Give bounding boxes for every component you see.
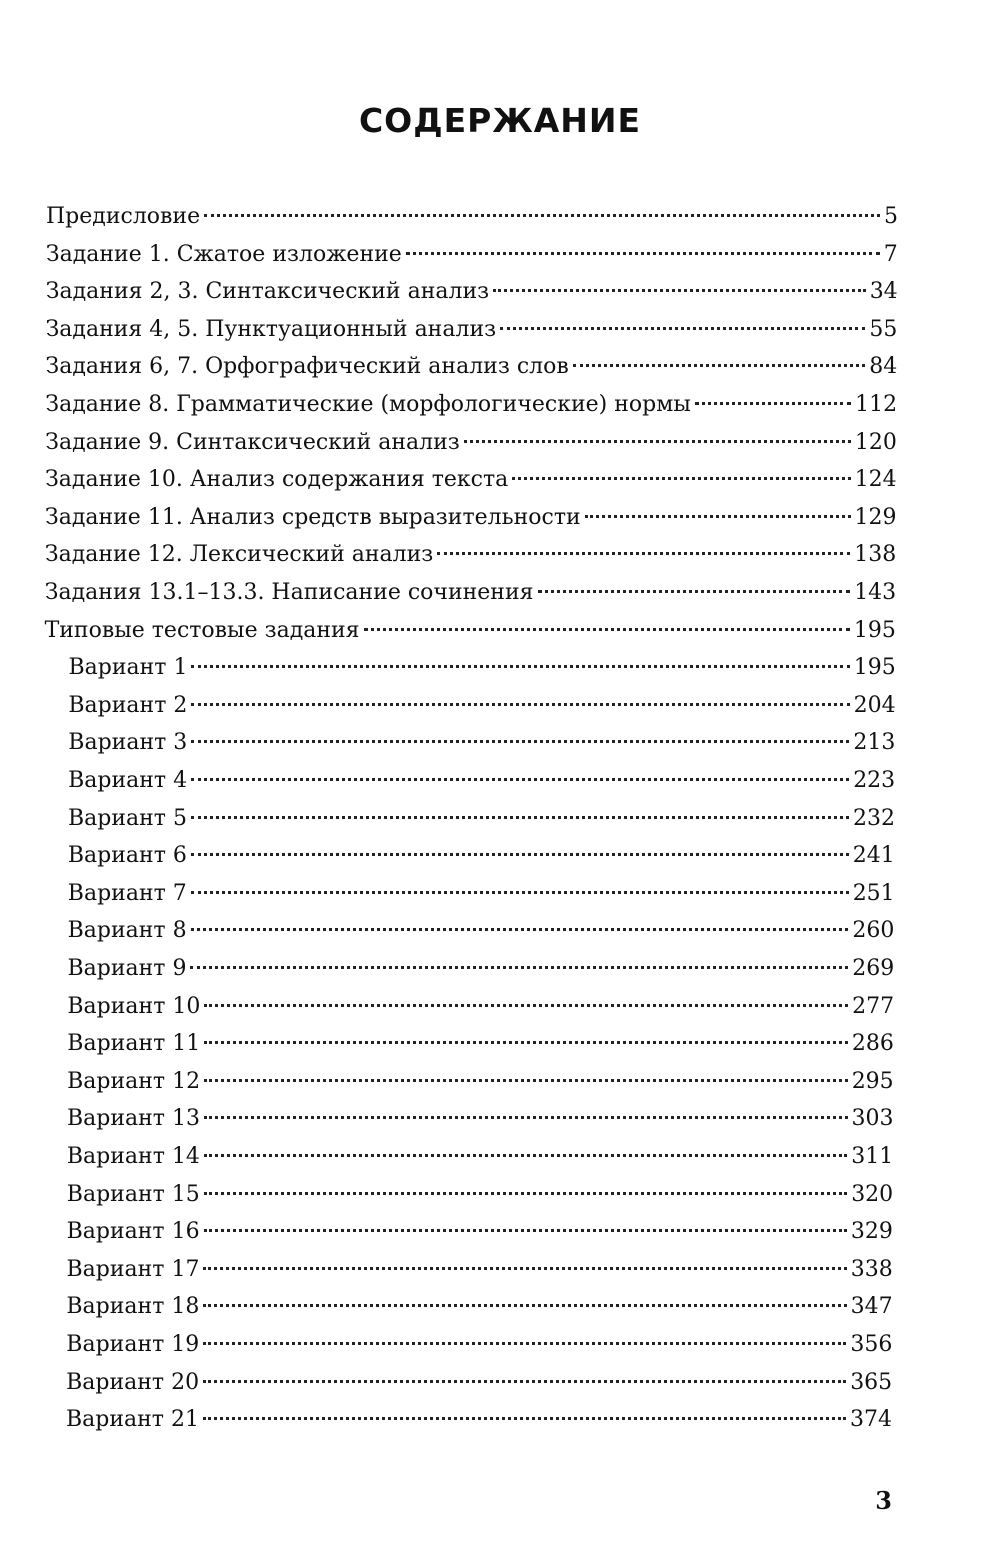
toc-entry: [45, 386, 897, 423]
toc-entry-label: Задание 10. Анализ содержания текста: [45, 467, 509, 493]
toc-dot-leader: [191, 740, 849, 743]
toc-entry-page: 320: [851, 1181, 894, 1207]
toc-entry: [67, 1213, 893, 1250]
toc-entry-page: 338: [850, 1256, 893, 1282]
toc-dot-leader: [191, 816, 849, 819]
toc-entry-label: Задания 6, 7. Орфографический анализ слов: [45, 354, 569, 380]
toc-entry-label: Задания 2, 3. Синтаксический анализ: [45, 279, 490, 305]
toc-dot-leader: [695, 402, 851, 405]
toc-entry: [67, 1251, 893, 1288]
toc-dot-leader: [191, 928, 849, 931]
toc-dot-leader: [204, 214, 880, 217]
toc-dot-leader: [191, 665, 849, 668]
toc-entry-page: 204: [853, 692, 896, 718]
toc-entry-label: Задание 9. Синтаксический анализ: [45, 429, 460, 455]
toc-entry-page: 195: [853, 655, 896, 681]
toc-dot-leader: [204, 1079, 848, 1082]
toc-entry-label: Вариант 8: [67, 918, 187, 944]
toc-entry-label: Задание 11. Анализ средств выразительности: [45, 504, 581, 530]
toc-entry: [45, 499, 897, 536]
toc-entry-page: 241: [852, 843, 895, 869]
toc-entry: [45, 461, 897, 498]
toc-dot-leader: [204, 1192, 847, 1195]
toc-dot-leader: [204, 1116, 848, 1119]
toc-entry: [46, 273, 898, 310]
toc-entry-page: 34: [869, 279, 898, 305]
toc-entry-page: 329: [850, 1219, 893, 1245]
toc-entry-page: 84: [869, 354, 898, 380]
toc-entry: [68, 950, 895, 987]
toc-dot-leader: [364, 628, 850, 631]
toc-entry-label: Вариант 20: [66, 1369, 200, 1395]
toc-entry-label: Вариант 16: [66, 1219, 200, 1245]
toc-dot-leader: [203, 1342, 846, 1345]
toc-dot-leader: [573, 364, 866, 367]
toc-entry-page: 365: [850, 1369, 893, 1395]
toc-entry-page: 251: [852, 880, 895, 906]
toc-entry-label: Вариант 4: [68, 768, 188, 793]
toc-entry-label: Вариант 15: [66, 1181, 200, 1207]
toc-dot-leader: [493, 289, 866, 292]
toc-entry-label: Задания 13.1–13.3. Написание сочинения: [44, 580, 534, 605]
toc-entry-page: 138: [854, 542, 897, 568]
toc-entry: [46, 236, 898, 273]
toc-dot-leader: [190, 966, 848, 969]
toc-dot-leader: [191, 778, 849, 781]
toc-entry: [67, 1138, 893, 1175]
toc-entry: [67, 1025, 894, 1062]
toc-entry-label: Задания 4, 5. Пунктуационный анализ: [45, 316, 497, 342]
toc-dot-leader: [585, 515, 851, 518]
toc-entry-page: 260: [852, 918, 895, 944]
toc-dot-leader: [500, 327, 865, 330]
toc-entry: [67, 988, 894, 1025]
toc-dot-leader: [203, 1304, 846, 1307]
toc-entry-page: 7: [883, 241, 898, 267]
toc-dot-leader: [191, 891, 849, 894]
toc-entry-label: Вариант 3: [68, 730, 188, 756]
toc-entry-page: 223: [853, 768, 896, 793]
toc-dot-leader: [437, 552, 850, 555]
toc-entry-label: Вариант 9: [67, 956, 187, 981]
toc-entry-label: Задание 1. Сжатое изложение: [45, 241, 402, 267]
toc-entry-page: 269: [852, 956, 895, 981]
toc-entry-label: Вариант 18: [66, 1294, 200, 1320]
toc-entry-page: 55: [869, 316, 898, 342]
toc-dot-leader: [203, 1417, 846, 1420]
page-title: СОДЕРЖАНИЕ: [358, 101, 642, 140]
toc-entry: [68, 800, 895, 837]
toc-entry: [66, 1401, 892, 1438]
toc-entry-label: Вариант 7: [67, 880, 187, 906]
toc-entry-page: 112: [855, 392, 898, 417]
toc-dot-leader: [204, 1041, 848, 1044]
page-number: 3: [875, 1486, 892, 1515]
toc-dot-leader: [191, 703, 849, 706]
toc-entry: [68, 837, 895, 874]
toc-entry-label: Задание 8. Грамматические (морфологические) нормы: [45, 392, 691, 417]
toc-entry-page: 277: [852, 993, 895, 1019]
toc-entry-label: Вариант 1: [68, 655, 188, 681]
toc-entry: [66, 1326, 892, 1363]
toc-entry: [45, 612, 896, 649]
toc-entry-label: Вариант 12: [67, 1068, 201, 1094]
toc-entry: [45, 574, 896, 611]
toc-entry: [68, 912, 895, 949]
toc-entry: [66, 1364, 892, 1401]
toc-entry-page: 356: [850, 1332, 893, 1357]
toc-dot-leader: [464, 440, 851, 443]
toc-entry-page: 124: [854, 467, 897, 493]
toc-entry-label: Типовые тестовые задания: [44, 617, 360, 643]
toc-entry-label: Вариант 6: [67, 843, 187, 869]
toc-entry-label: Вариант 2: [68, 692, 188, 718]
toc-entry-label: Вариант 19: [66, 1332, 200, 1357]
toc-entry: [66, 1288, 892, 1325]
toc-dot-leader: [538, 590, 851, 593]
toc-entry-page: 232: [853, 805, 895, 831]
toc-dot-leader: [203, 1380, 846, 1383]
toc-entry-label: Задание 12. Лексический анализ: [44, 542, 434, 568]
toc-entry-label: Вариант 5: [68, 805, 187, 831]
toc-entry-page: 303: [851, 1106, 894, 1132]
toc-dot-leader: [512, 477, 850, 480]
toc-dot-leader: [191, 853, 849, 856]
toc-entry: [46, 198, 898, 235]
toc-entry: [68, 762, 895, 799]
toc-entry-page: 286: [851, 1031, 894, 1057]
toc-entry: [46, 311, 898, 348]
toc-entry-label: Вариант 14: [66, 1144, 200, 1169]
toc-dot-leader: [204, 1229, 847, 1232]
toc-entry: [67, 1100, 894, 1137]
toc-entry-page: 311: [851, 1144, 894, 1169]
toc-dot-leader: [204, 1004, 848, 1007]
toc-dot-leader: [204, 1154, 847, 1157]
toc-entry: [68, 687, 895, 724]
toc-entry-page: 143: [854, 580, 897, 605]
toc-entry: [67, 1176, 893, 1213]
toc-entry-label: Вариант 21: [66, 1407, 199, 1433]
toc-entry: [68, 724, 895, 761]
toc-entry: [45, 536, 896, 573]
toc-entry-page: 213: [853, 730, 896, 756]
toc-dot-leader: [406, 252, 880, 255]
toc-entry: [46, 348, 898, 385]
toc-entry-page: 374: [850, 1407, 892, 1433]
toc-entry: [67, 1063, 894, 1100]
toc-entry-label: Вариант 17: [66, 1256, 200, 1282]
toc-entry-page: 120: [854, 429, 897, 455]
toc-entry-label: Вариант 11: [67, 1031, 201, 1057]
toc-entry: [69, 649, 896, 686]
toc-entry: [68, 875, 895, 912]
toc-entry-label: Вариант 13: [67, 1106, 200, 1132]
toc-entry-page: 347: [850, 1294, 893, 1320]
toc-entry: [45, 424, 897, 461]
toc-entry-page: 129: [854, 504, 897, 530]
toc-entry-label: Вариант 10: [67, 993, 201, 1019]
toc-entry-label: Предисловие: [46, 204, 201, 229]
toc-entry-page: 5: [884, 204, 898, 229]
toc-dot-leader: [203, 1267, 846, 1270]
toc-entry-page: 195: [853, 617, 896, 643]
toc-entry-page: 295: [851, 1068, 894, 1094]
